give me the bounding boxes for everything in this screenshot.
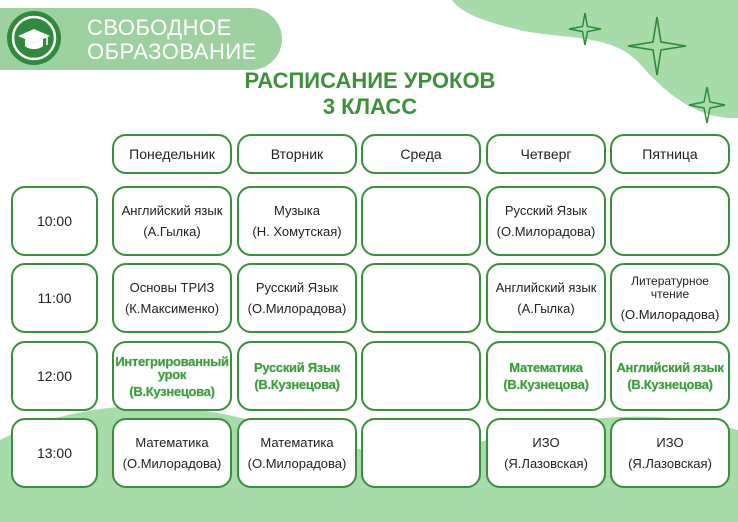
lesson-cell [486,186,606,256]
lesson-cell [610,341,730,411]
lesson-teacher: (Я.Лазовская) [504,456,588,471]
lesson-cell [361,263,481,333]
lesson-cell [486,341,606,411]
lesson-teacher: (О.Милорадова) [122,456,222,471]
brand-line-1: СВОБОДНОЕ [87,15,232,40]
lesson-subject: Интегрированный урок [115,353,229,382]
lesson-cell [237,341,357,411]
page-title: РАСПИСАНИЕ УРОКОВ [244,68,496,93]
lesson-subject: Математика [260,435,334,450]
lesson-teacher: (В.Кузнецова) [254,377,340,392]
lesson-cell [112,341,232,411]
lesson-cell [237,418,357,488]
time-label: 12:00 [36,367,73,384]
lesson-teacher: (Н. Хомутская) [252,224,342,239]
time-slot [11,418,98,488]
lesson-teacher: (О.Милорадова) [620,306,720,322]
lesson-subject: Математика [135,435,209,450]
day-header [361,134,481,174]
day-header [610,134,730,174]
lesson-teacher: (А.Гылка) [143,224,201,239]
lesson-cell [237,186,357,256]
time-label: 11:00 [37,289,72,306]
day-label: Понедельник [129,145,215,162]
lesson-cell [112,263,232,333]
lesson-cell [237,263,357,333]
logo [7,11,61,65]
lesson-cell [361,186,481,256]
lesson-teacher: (К.Максименко) [124,301,220,316]
lesson-teacher: (О.Милорадова) [496,224,596,239]
lesson-teacher: (О.Милорадова) [247,301,347,316]
time-slot [11,341,98,411]
lesson-subject: Литературное чтение [631,273,709,301]
lesson-teacher: (А.Гылка) [517,301,575,316]
day-label: Пятница [642,145,698,162]
lesson-cell [486,263,606,333]
lesson-subject: Математика [509,360,583,375]
lesson-cell [610,186,730,256]
lesson-subject: ИЗО [532,435,560,450]
day-label: Четверг [520,145,572,162]
lesson-subject: Русский Язык [255,280,339,295]
lesson-cell [112,418,232,488]
sparkle-star-icon [688,86,726,124]
sparkle-star-icon [568,12,602,46]
lesson-subject: Основы ТРИЗ [129,280,215,295]
sparkle-star-icon [627,16,687,76]
time-slot [11,186,98,256]
lesson-cell [610,263,730,333]
time-label: 10:00 [36,212,73,229]
lesson-cell [610,418,730,488]
time-label: 13:00 [36,444,73,461]
lesson-cell [112,186,232,256]
brand-name [87,16,257,64]
lesson-teacher: (Я.Лазовская) [628,456,712,471]
lesson-subject: ИЗО [656,435,684,450]
lesson-subject: Английский язык [495,280,597,295]
time-slot [11,263,98,333]
day-header [237,134,357,174]
lesson-subject: Русский Язык [254,360,340,375]
lesson-subject: Музыка [274,203,320,218]
lesson-teacher: (О.Милорадова) [247,456,347,471]
lesson-subject: Русский Язык [504,203,588,218]
graduation-cap-icon [7,11,61,65]
lesson-teacher: (В.Кузнецова) [129,383,215,399]
lesson-subject: Английский язык [121,203,223,218]
lesson-cell [361,418,481,488]
brand-line-2: ОБРАЗОВАНИЕ [87,39,257,64]
lesson-teacher: (В.Кузнецова) [627,377,713,392]
lesson-teacher: (В.Кузнецова) [503,377,589,392]
day-header [112,134,232,174]
lesson-subject: Английский язык [616,360,724,375]
lesson-cell [361,341,481,411]
day-header [486,134,606,174]
day-label: Вторник [270,145,324,162]
page-subtitle: 3 КЛАСС [322,94,418,119]
day-label: Среда [400,145,442,162]
lesson-cell [486,418,606,488]
